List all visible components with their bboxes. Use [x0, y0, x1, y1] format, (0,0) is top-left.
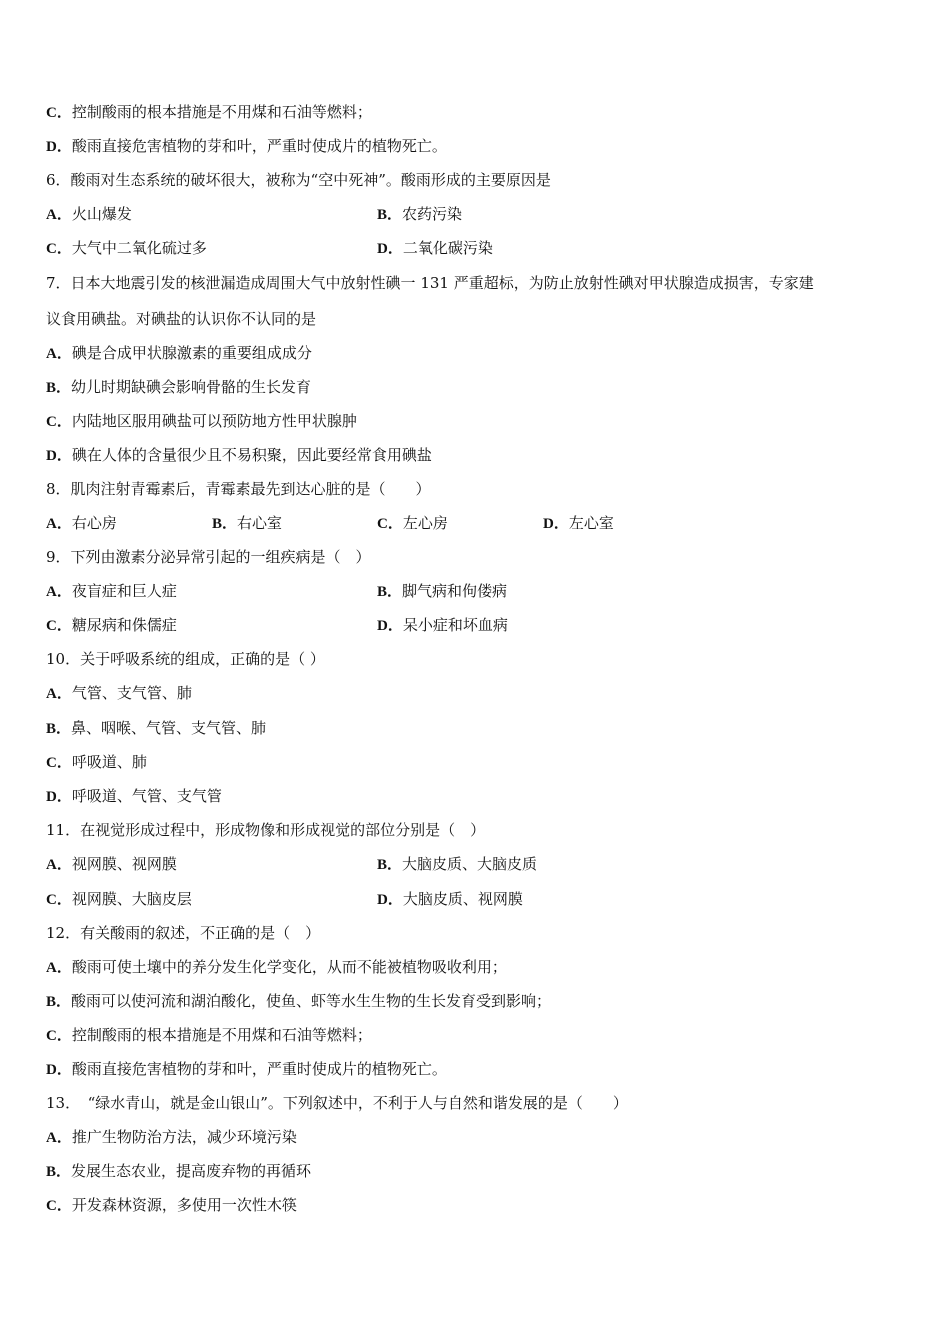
prev-option-d	[46, 136, 447, 157]
option-text: 左心房	[402, 514, 448, 532]
option-label: A．	[46, 686, 72, 702]
option-label: A．	[46, 1130, 72, 1146]
q7-stem-line1: 7．日本大地震引发的核泄漏造成周围大气中放射性碘一 131 严重超标，为防止放射性碘对甲状腺造成损害，专家建	[46, 274, 814, 292]
option-text: 夜盲症和巨人症	[71, 582, 177, 600]
option-text: 呼吸道、肺	[71, 753, 147, 771]
q9-option-d	[377, 615, 508, 636]
option-text: 大脑皮质、大脑皮质	[402, 855, 538, 873]
q8-option-d	[543, 513, 614, 534]
option-label: B．	[377, 857, 403, 873]
q9-option-a	[46, 581, 177, 602]
q13-option-b	[46, 1161, 311, 1182]
option-text: 呆小症和坏血病	[402, 616, 508, 634]
option-label: C．	[46, 755, 72, 771]
option-text: 大气中二氧化硫过多	[71, 239, 207, 257]
q8-option-a	[46, 513, 117, 534]
option-label: B．	[46, 994, 72, 1010]
q6-option-d	[377, 238, 493, 259]
q6-stem: 6．酸雨对生态系统的破坏很大，被称为“空中死神”。酸雨形成的主要原因是	[46, 171, 551, 189]
option-label: A．	[46, 857, 72, 873]
option-text: 农药污染	[402, 205, 463, 223]
q7-option-a	[46, 343, 312, 364]
option-label: A．	[46, 584, 72, 600]
option-text: 鼻、咽喉、气管、支气管、肺	[71, 719, 267, 737]
option-text: 火山爆发	[71, 205, 132, 223]
option-text: 右心室	[237, 514, 283, 532]
q12-stem: 12．有关酸雨的叙述，不正确的是（ ）	[46, 924, 321, 942]
option-label: B．	[377, 584, 403, 600]
option-text: 开发森林资源，多使用一次性木筷	[71, 1196, 297, 1214]
q8-option-c	[377, 513, 448, 534]
option-label: B．	[46, 721, 72, 737]
q13-option-a	[46, 1127, 297, 1148]
q7-option-b	[46, 377, 311, 398]
option-text: 发展生态农业，提高废弃物的再循环	[71, 1162, 312, 1180]
option-text: 气管、支气管、肺	[71, 684, 192, 702]
option-label: B．	[212, 516, 238, 532]
option-label: C．	[46, 105, 72, 121]
option-label: D．	[377, 892, 403, 908]
q12-option-d	[46, 1059, 447, 1080]
q8-stem: 8．肌肉注射青霉素后，青霉素最先到达心脏的是（ ）	[46, 480, 431, 498]
option-label: C．	[46, 1028, 72, 1044]
option-label: C．	[46, 618, 72, 634]
option-label: A．	[46, 960, 72, 976]
option-label: D．	[46, 1062, 72, 1078]
option-label: A．	[46, 516, 72, 532]
q10-option-b	[46, 718, 266, 739]
option-label: C．	[46, 892, 72, 908]
q13-stem: 13． “绿水青山，就是金山银山”。下列叙述中，不利于人与自然和谐发展的是（ ）	[46, 1094, 628, 1112]
q6-option-a	[46, 204, 132, 225]
option-label: D．	[46, 448, 72, 464]
q10-option-a	[46, 683, 192, 704]
option-text: 酸雨直接危害植物的芽和叶，严重时使成片的植物死亡。	[71, 1060, 447, 1078]
q9-option-b	[377, 581, 507, 602]
q8-option-b	[212, 513, 282, 534]
option-text: 控制酸雨的根本措施是不用煤和石油等燃料；	[71, 1026, 372, 1044]
q12-option-a	[46, 957, 507, 978]
option-label: C．	[46, 241, 72, 257]
q11-option-d	[377, 889, 523, 910]
option-label: D．	[46, 139, 72, 155]
option-text: 酸雨直接危害植物的芽和叶，严重时使成片的植物死亡。	[71, 137, 447, 155]
q10-option-c	[46, 752, 147, 773]
option-text: 脚气病和佝偻病	[402, 582, 508, 600]
option-label: D．	[377, 618, 403, 634]
q7-stem-line2: 议食用碘盐。对碘盐的认识你不认同的是	[46, 310, 317, 328]
q9-option-c	[46, 615, 177, 636]
option-text: 碘是合成甲状腺激素的重要组成成分	[71, 344, 312, 362]
option-text: 右心房	[71, 514, 117, 532]
q6-option-c	[46, 238, 207, 259]
option-text: 糖尿病和侏儒症	[71, 616, 177, 634]
option-label: C．	[46, 1198, 72, 1214]
option-text: 控制酸雨的根本措施是不用煤和石油等燃料；	[71, 103, 372, 121]
option-label: B．	[46, 1164, 72, 1180]
option-text: 碘在人体的含量很少且不易积聚，因此要经常食用碘盐	[71, 446, 432, 464]
q11-stem: 11．在视觉形成过程中，形成物像和形成视觉的部位分别是（ ）	[46, 821, 486, 839]
option-label: C．	[46, 414, 72, 430]
prev-option-c	[46, 102, 372, 123]
q11-option-c	[46, 889, 192, 910]
q10-option-d	[46, 786, 222, 807]
option-label: C．	[377, 516, 403, 532]
q7-option-d	[46, 445, 432, 466]
option-text: 推广生物防治方法，减少环境污染	[71, 1128, 297, 1146]
option-text: 视网膜、大脑皮层	[71, 890, 192, 908]
q12-option-c	[46, 1025, 372, 1046]
option-text: 二氧化碳污染	[402, 239, 493, 257]
option-text: 呼吸道、气管、支气管	[71, 787, 222, 805]
q6-option-b	[377, 204, 462, 225]
q11-option-b	[377, 854, 537, 875]
q13-option-c	[46, 1195, 297, 1216]
option-label: A．	[46, 346, 72, 362]
q7-option-c	[46, 411, 357, 432]
q11-option-a	[46, 854, 177, 875]
option-text: 内陆地区服用碘盐可以预防地方性甲状腺肿	[71, 412, 357, 430]
option-text: 酸雨可使土壤中的养分发生化学变化，从而不能被植物吸收利用；	[71, 958, 507, 976]
option-label: B．	[46, 380, 72, 396]
option-label: D．	[377, 241, 403, 257]
q10-stem: 10．关于呼吸系统的组成，正确的是（ ）	[46, 650, 325, 668]
option-text: 视网膜、视网膜	[71, 855, 177, 873]
q9-stem: 9．下列由激素分泌异常引起的一组疾病是（ ）	[46, 548, 371, 566]
q12-option-b	[46, 991, 551, 1012]
option-text: 大脑皮质、视网膜	[402, 890, 523, 908]
option-text: 酸雨可以使河流和湖泊酸化，使鱼、虾等水生生物的生长发育受到影响；	[71, 992, 552, 1010]
option-text: 左心室	[568, 514, 614, 532]
option-label: A．	[46, 207, 72, 223]
option-label: B．	[377, 207, 403, 223]
option-label: D．	[543, 516, 569, 532]
option-text: 幼儿时期缺碘会影响骨骼的生长发育	[71, 378, 312, 396]
option-label: D．	[46, 789, 72, 805]
